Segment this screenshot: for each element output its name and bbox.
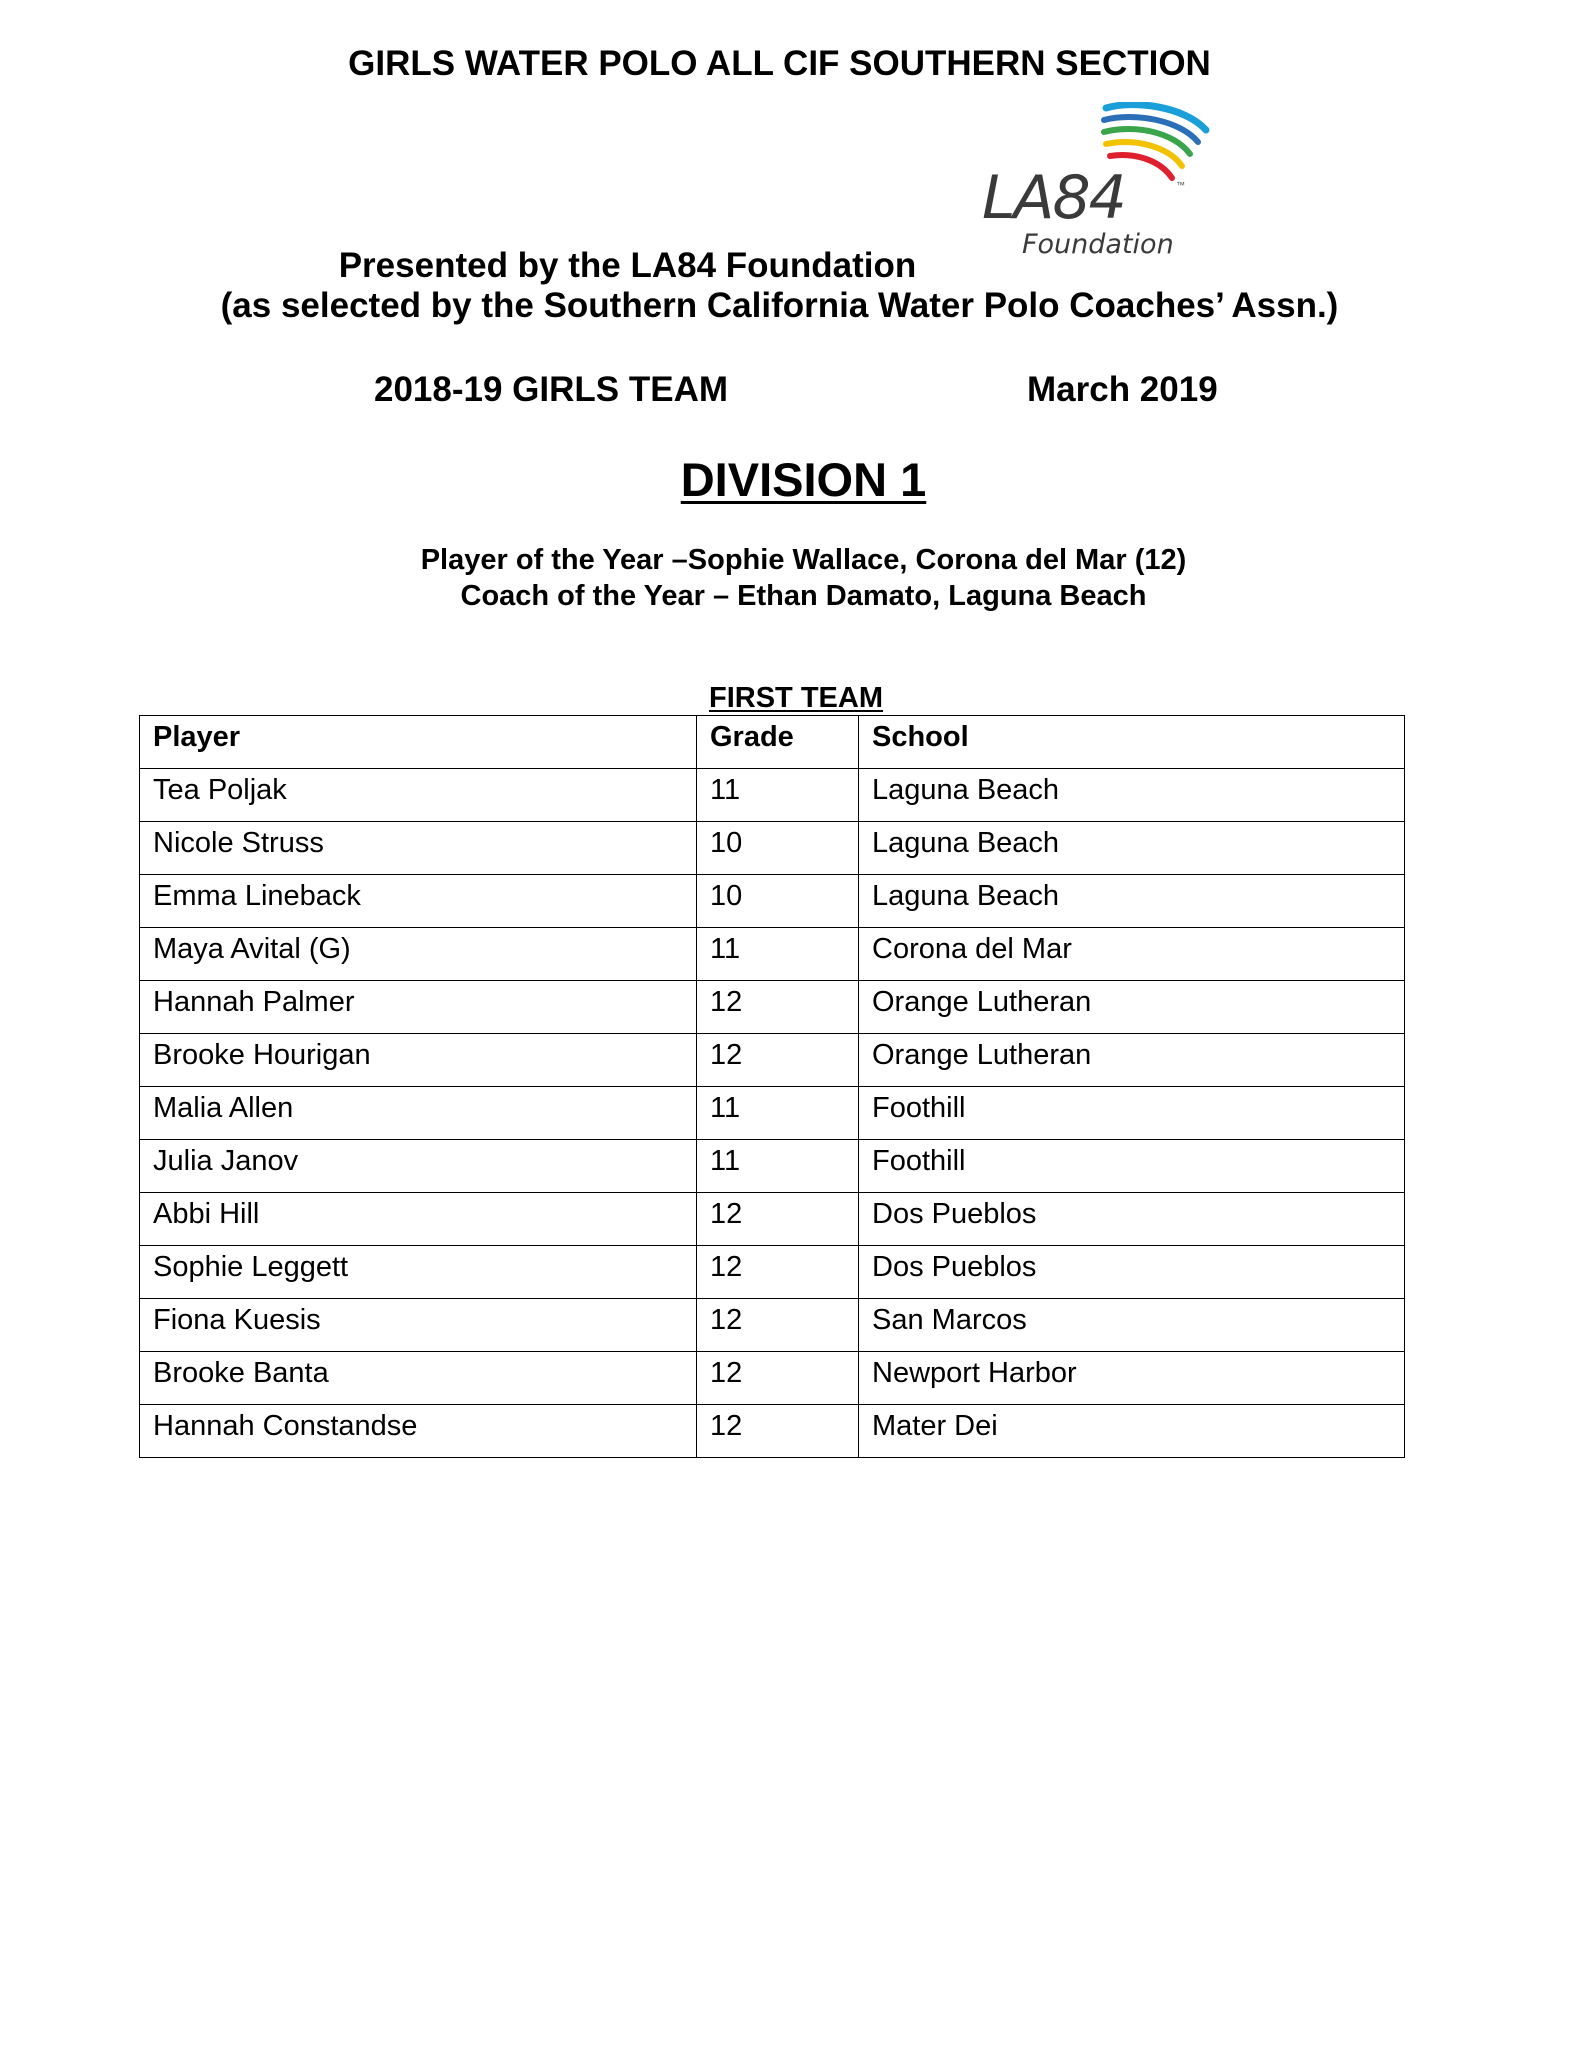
grade-cell: 11 (697, 1087, 859, 1140)
player-cell: Hannah Palmer (140, 981, 697, 1034)
table-row (140, 1193, 1405, 1246)
school-cell: Orange Lutheran (859, 981, 1405, 1034)
school-cell: San Marcos (859, 1299, 1405, 1352)
logo-subtext: Foundation (1022, 229, 1174, 260)
grade-cell: 12 (697, 1246, 859, 1299)
table-row (140, 1299, 1405, 1352)
school-cell: Laguna Beach (859, 875, 1405, 928)
grade-cell: 12 (697, 981, 859, 1034)
grade-cell: 12 (697, 1299, 859, 1352)
table-row (140, 1405, 1405, 1458)
school-cell: Dos Pueblos (859, 1246, 1405, 1299)
table-row (140, 1034, 1405, 1087)
player-cell: Sophie Leggett (140, 1246, 697, 1299)
player-cell: Abbi Hill (140, 1193, 697, 1246)
selected-by-line: (as selected by the Southern California Water Polo Coaches’ Assn.) (220, 286, 1339, 325)
grade-cell: 11 (697, 928, 859, 981)
table-row (140, 1246, 1405, 1299)
school-cell: Laguna Beach (859, 769, 1405, 822)
division-heading: DIVISION 1 (680, 453, 927, 506)
trademark-symbol: ™ (1176, 180, 1185, 190)
table-row (140, 822, 1405, 875)
grade-cell: 12 (697, 1193, 859, 1246)
table-row (140, 981, 1405, 1034)
date-label: March 2019 (1027, 370, 1218, 409)
grade-cell: 10 (697, 822, 859, 875)
player-cell: Malia Allen (140, 1087, 697, 1140)
school-cell: Foothill (859, 1140, 1405, 1193)
presented-by-line: Presented by the LA84 Foundation (338, 246, 917, 285)
column-header-player: Player (140, 716, 697, 769)
column-header-school: School (859, 716, 1405, 769)
school-cell: Foothill (859, 1087, 1405, 1140)
player-cell: Emma Lineback (140, 875, 697, 928)
player-cell: Brooke Banta (140, 1352, 697, 1405)
roster-table (139, 715, 1405, 1458)
grade-cell: 12 (697, 1034, 859, 1087)
player-cell: Fiona Kuesis (140, 1299, 697, 1352)
school-cell: Orange Lutheran (859, 1034, 1405, 1087)
school-cell: Mater Dei (859, 1405, 1405, 1458)
school-cell: Laguna Beach (859, 822, 1405, 875)
school-cell: Dos Pueblos (859, 1193, 1405, 1246)
table-row (140, 769, 1405, 822)
player-of-year: Player of the Year –Sophie Wallace, Corona del Mar (12) (420, 544, 1187, 576)
table-header-row (140, 716, 1405, 769)
player-cell: Maya Avital (G) (140, 928, 697, 981)
table-row (140, 928, 1405, 981)
school-cell: Newport Harbor (859, 1352, 1405, 1405)
first-team-heading: FIRST TEAM (709, 682, 883, 714)
grade-cell: 11 (697, 1140, 859, 1193)
table-row (140, 875, 1405, 928)
grade-cell: 11 (697, 769, 859, 822)
table-row (140, 1140, 1405, 1193)
grade-cell: 12 (697, 1405, 859, 1458)
player-cell: Tea Poljak (140, 769, 697, 822)
player-cell: Julia Janov (140, 1140, 697, 1193)
table-row (140, 1087, 1405, 1140)
team-label: 2018-19 GIRLS TEAM (374, 370, 728, 409)
school-cell: Corona del Mar (859, 928, 1405, 981)
logo-mark: LA84 (982, 163, 1125, 233)
table-row (140, 1352, 1405, 1405)
player-cell: Hannah Constandse (140, 1405, 697, 1458)
player-cell: Brooke Hourigan (140, 1034, 697, 1087)
grade-cell: 12 (697, 1352, 859, 1405)
coach-of-year: Coach of the Year – Ethan Damato, Laguna Beach (460, 580, 1147, 612)
player-cell: Nicole Struss (140, 822, 697, 875)
column-header-grade: Grade (697, 716, 859, 769)
grade-cell: 10 (697, 875, 859, 928)
document-title: GIRLS WATER POLO ALL CIF SOUTHERN SECTION (348, 44, 1211, 83)
